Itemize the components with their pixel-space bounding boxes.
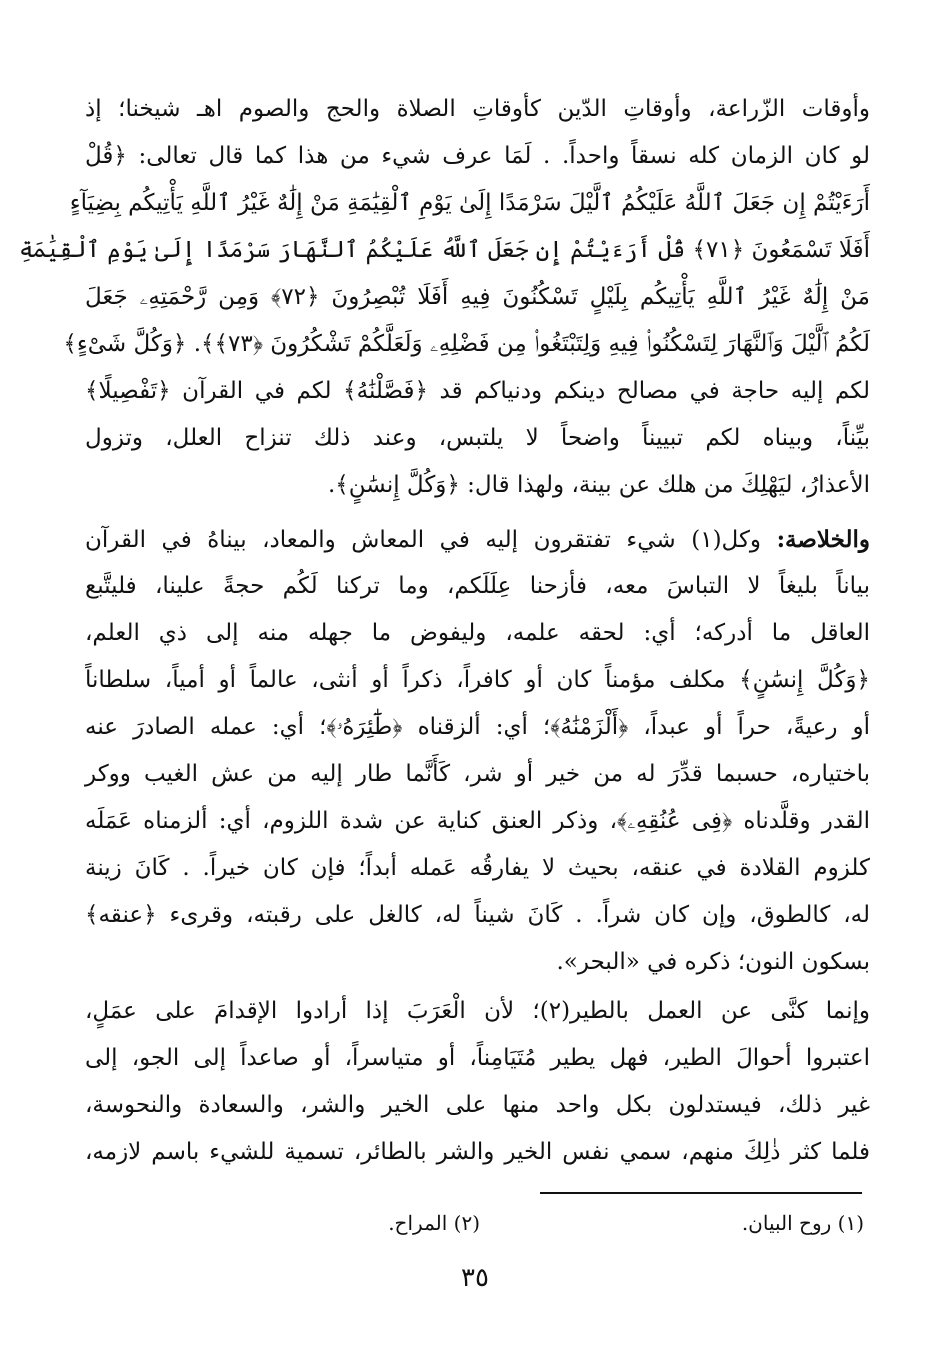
text-span: وكل(١) شيء تفتقرون إليه في المعاش والمعاد، بيناهُ في القرآن bbox=[85, 527, 777, 553]
text-line: بياناً بليغاً لا التباسَ معه، فأزحنا عِلَلَكم، وما تركنا لَكُم حجةً علينا، فليتَّبع bbox=[85, 573, 870, 599]
text-line: ﴿وَكُلَّ إِنسَٰنٍ﴾ مكلف مؤمناً كان أو كافراً، ذكراً أو أنثى، عالماً أو أمياً، سلطاناً bbox=[85, 667, 870, 693]
footnote-2: (٢) المراح. bbox=[388, 1211, 480, 1235]
text-line: بيِّناً، وبيناه لكم تبييناً واضحاً لا يلتبس، وعند ذلك تنزاح العلل، وتزول bbox=[85, 425, 870, 451]
text-line: كلزوم القلادة في عنقه، بحيث لا يفارقُه عَمله أبداً؛ فإن كان خيراً. . كَانَ زينة bbox=[85, 855, 870, 881]
text-line: غير ذلك، فيستدلون بكل واحد منها على الخير والشر، والسعادة والنحوسة، bbox=[85, 1092, 870, 1118]
quran-verse-line: أَفَلَا تَسْمَعُونَ ﴿٧١﴾ قُلْ أَرَءَيْتُمْ إِن جَعَلَ ٱللَّهُ عَلَيْكُمُ ٱلنَّهَارَ سَرْمَدًا إِلَىٰ يَوْمِ ٱلْقِيَٰمَةِ bbox=[19, 237, 870, 263]
text-line: لو كان الزمان كله نسقاً واحداً. . لَمَا عرف شيء من هذا كما قال تعالى: ﴿قُلْ bbox=[85, 143, 870, 169]
text-line bbox=[85, 516, 870, 563]
text-line: باختياره، حسبما قدِّرَ له من خير أو شر، كَأَنَّما طار إليه من عش الغيب ووكر bbox=[85, 761, 870, 787]
text-line: لكم إليه حاجة في مصالح دينكم ودنياكم قد ﴿فَصَّلْنَٰهُ﴾ لكم في القرآن ﴿تَفْصِيلًا﴾ bbox=[85, 378, 870, 404]
paragraph-1 bbox=[19, 86, 870, 509]
text-line: وإنما كنَّى عن العمل بالطير(٢)؛ لأن الْعَرَبَ إذا أرادوا الإقدامَ على عمَلٍ، bbox=[85, 998, 870, 1024]
text-line: اعتبروا أحوالَ الطير، فهل يطير مُتَيَامِناً، أو متياسراً، أو صاعداً إلى الجو، إلى bbox=[85, 1045, 870, 1071]
text-line: العاقل ما أدركه؛ أي: لحقه علمه، وليفوض ما جهله منه إلى ذي العلم، bbox=[85, 620, 870, 646]
text-line: الأعذارُ، ليَهْلِكَ من هلك عن بينة، ولهذا قال: ﴿وَكُلَّ إِنسَٰنٍ﴾. bbox=[328, 472, 870, 498]
footnote-divider bbox=[540, 1192, 862, 1194]
page-number: ٣٥ bbox=[461, 1263, 489, 1293]
paragraph-3 bbox=[85, 988, 870, 1176]
text-line: له، كالطوق، وإن كان شراً. . كَانَ شيناً له، كالغل على رقبته، وقرىء ﴿عنقه﴾ bbox=[85, 902, 870, 928]
text-line: بسكون النون؛ ذكره في «البحر». bbox=[556, 949, 870, 975]
text-line: فلما كثر ذٰلِكَ منهم، سمي نفس الخير والشر بالطائر، تسمية للشيء باسم لازمه، bbox=[85, 1139, 870, 1165]
text-line: وأوقات الزّراعة، وأوقاتِ الدّين كأوقاتِ الصلاة والحج والصوم اهـ شيخنا؛ إذ bbox=[85, 96, 870, 122]
quran-verse-line: لَكُمُ ٱلَّيْلَ وَٱلنَّهَارَ لِتَسْكُنُوا۟ فِيهِ وَلِتَبْتَغُوا۟ مِن فَضْلِهِۦ وَلَعَلَّكُمْ تَشْكُرُونَ ﴿٧٣﴾﴾. ﴿وَكُلَّ شَىْءٍ﴾ bbox=[63, 331, 870, 357]
summary-heading: والخلاصة: bbox=[776, 526, 870, 553]
quran-verse-line: مَنْ إِلَٰهٌ غَيْرُ ٱللَّهِ يَأْتِيكُم بِلَيْلٍ تَسْكُنُونَ فِيهِ أَفَلَا تُبْصِرُونَ ﴿٧٢﴾ وَمِن رَّحْمَتِهِۦ جَعَلَ bbox=[85, 284, 870, 310]
paragraph-2-summary bbox=[85, 516, 870, 986]
quran-verse-line: أَرَءَيْتُمْ إِن جَعَلَ ٱللَّهُ عَلَيْكُمُ ٱلَّيْلَ سَرْمَدًا إِلَىٰ يَوْمِ ٱلْقِيَٰمَةِ مَنْ إِلَٰهٌ غَيْرُ ٱللَّهِ يَأْتِيكُم بِضِيَآءٍ bbox=[69, 190, 870, 216]
text-line: القدر وقلَّدناه ﴿فِى عُنُقِهِۦ﴾، وذكر العنق كناية عن شدة اللزوم، أي: ألزمناه عَمَلَه bbox=[85, 808, 870, 834]
text-line: أو رعيةً، حراً أو عبداً، ﴿أَلْزَمْنَٰهُ﴾؛ أي: ألزقناه ﴿طَٰٓئِرَهُۥ﴾؛ أي: عمله الصادرَ عنه bbox=[85, 714, 870, 740]
footnote-1: (١) روح البيان. bbox=[741, 1211, 864, 1235]
